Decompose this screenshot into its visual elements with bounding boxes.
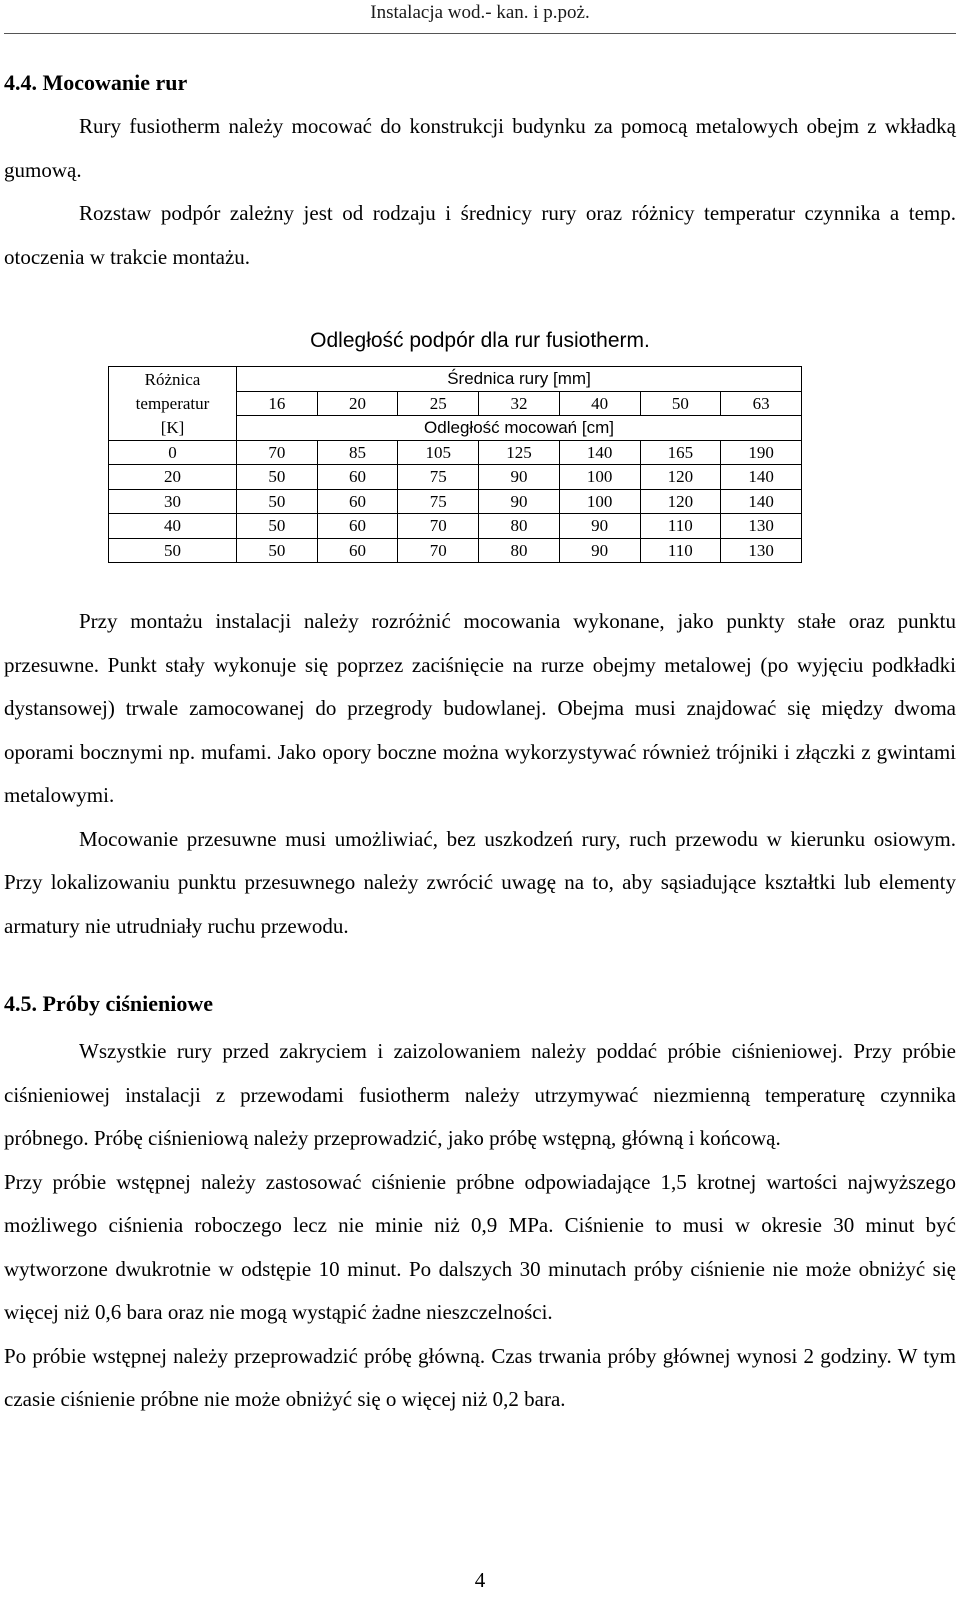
table-header-row-spacing: [109, 416, 802, 441]
row-header-line-2: temperatur: [109, 391, 237, 416]
spacing-cell: 50: [237, 465, 318, 490]
spacing-cell: 130: [721, 514, 802, 539]
paragraph-sliding-points: Mocowanie przesuwne musi umożliwiać, bez uszkodzeń rury, ruch przewodu w kierunku osiowym. Przy lokalizowaniu punktu przesuwnego należy zwrócić uwagę na to, aby sąsiadujące kształtki lub elementy armatury nie utrudniały ruchu przewodu.: [4, 826, 956, 938]
spacing-cell: 140: [721, 489, 802, 514]
table-row: [109, 514, 802, 539]
spacing-cell: 105: [398, 440, 479, 465]
delta-t-cell: 0: [109, 440, 237, 465]
spacing-cell: 90: [559, 514, 640, 539]
spacing-cell: 110: [640, 514, 721, 539]
table-row: [109, 489, 802, 514]
section-mounting-details: [4, 600, 956, 948]
paragraph-mounting-clamps: Rury fusiotherm należy mocować do konstrukcji budynku za pomocą metalowych obejm z wkładką gumową.: [4, 114, 956, 182]
delta-t-cell: 50: [109, 538, 237, 563]
paragraph-support-spacing: Rozstaw podpór zależny jest od rodzaju i średnicy rury oraz różnicy temperatur czynnika a temp. otoczenia w trakcie montażu.: [4, 201, 956, 269]
spacing-cell: 60: [317, 514, 398, 539]
spacing-cell: 130: [721, 538, 802, 563]
diameter-cell: 32: [479, 391, 560, 416]
table-caption: Odległość podpór dla rur fusiotherm.: [310, 329, 650, 352]
spacing-cell: 50: [237, 489, 318, 514]
spacing-cell: 165: [640, 440, 721, 465]
row-header-line-1: Różnica: [109, 367, 237, 392]
spacing-header: Odległość mocowań [cm]: [237, 416, 802, 441]
delta-t-cell: 20: [109, 465, 237, 490]
spacing-cell: 80: [479, 538, 560, 563]
spacing-cell: 70: [398, 514, 479, 539]
spacing-cell: 50: [237, 538, 318, 563]
paragraph-preliminary-test: Przy próbie wstępnej należy zastosować ciśnienie próbne odpowiadające 1,5 krotnej wartości najwyższego możliwego ciśnienia roboczego lecz nie minie niż 0,9 MPa. Ciśnienie to musi w okresie 30 minut być wytworzone dwukrotnie w odstępie 10 minut. Po dalszych 30 minutach próby ciśnienie nie może obniżyć się więcej niż 0,6 bara oraz nie mogą wystąpić żadne nieszczelności.: [4, 1169, 956, 1324]
diameter-cell: 16: [237, 391, 318, 416]
delta-t-cell: 30: [109, 489, 237, 514]
spacing-cell: 70: [237, 440, 318, 465]
diameter-cell: 25: [398, 391, 479, 416]
spacing-cell: 120: [640, 489, 721, 514]
spacing-cell: 85: [317, 440, 398, 465]
page-number: 4: [474, 1568, 486, 1592]
delta-t-cell: 40: [109, 514, 237, 539]
spacing-cell: 60: [317, 489, 398, 514]
spacing-cell: 100: [559, 465, 640, 490]
row-header-line-3: [K]: [109, 416, 237, 441]
diameter-cell: 63: [721, 391, 802, 416]
diameter-header: Średnica rury [mm]: [237, 367, 802, 392]
table-header-row-diameter: [109, 367, 802, 392]
support-spacing-table: [108, 366, 802, 563]
page-header: Instalacja wod.- kan. i p.poż.: [370, 2, 590, 23]
spacing-cell: 120: [640, 465, 721, 490]
paragraph-fixed-points: Przy montażu instalacji należy rozróżnić mocowania wykonane, jako punkty stałe oraz punktu przesuwne. Punkt stały wykonuje się poprzez zaciśnięcie na rurze obejmy metalowej (po wyjęciu podkładki dystansowej) trwale zamocowanej do przegrody budowlanej. Obejma musi znajdować się między dwoma oporami bocznymi np. mufami. Jako opory boczne można wykorzystywać również trójniki i złączki z gwintami metalowymi.: [4, 609, 956, 807]
table-header-row-diameters: [109, 391, 802, 416]
diameter-cell: 50: [640, 391, 721, 416]
diameter-cell: 40: [559, 391, 640, 416]
spacing-cell: 140: [559, 440, 640, 465]
spacing-cell: 60: [317, 538, 398, 563]
spacing-cell: 70: [398, 538, 479, 563]
spacing-cell: 140: [721, 465, 802, 490]
diameter-cell: 20: [317, 391, 398, 416]
header-divider: [4, 33, 956, 34]
spacing-cell: 90: [559, 538, 640, 563]
spacing-cell: 90: [479, 489, 560, 514]
table-row: [109, 538, 802, 563]
table-row: [109, 440, 802, 465]
spacing-cell: 100: [559, 489, 640, 514]
spacing-cell: 80: [479, 514, 560, 539]
spacing-cell: 190: [721, 440, 802, 465]
section-heading-4-5: 4.5. Próby ciśnieniowe: [4, 991, 213, 1016]
spacing-cell: 110: [640, 538, 721, 563]
spacing-cell: 50: [237, 514, 318, 539]
paragraph-pressure-tests: Wszystkie rury przed zakryciem i zaizolowaniem należy poddać próbie ciśnieniowej. Przy próbie ciśnieniowej instalacji z przewodami fusiotherm należy utrzymywać niezmienną temperaturę czynnika próbnego. Próbę ciśnieniową należy przeprowadzić, jako próbę wstępną, główną i końcową.: [4, 1039, 956, 1150]
table-row: [109, 465, 802, 490]
spacing-cell: 60: [317, 465, 398, 490]
section-proby-cisnieniowe: [4, 990, 956, 1422]
spacing-cell: 125: [479, 440, 560, 465]
spacing-cell: 90: [479, 465, 560, 490]
section-mocowanie-rur: [4, 69, 956, 279]
spacing-cell: 75: [398, 465, 479, 490]
section-heading-4-4: 4.4. Mocowanie rur: [4, 70, 188, 95]
spacing-cell: 75: [398, 489, 479, 514]
paragraph-main-test: Po próbie wstępnej należy przeprowadzić próbę główną. Czas trwania próby głównej wynosi 2 godziny. W tym czasie ciśnienie próbne nie może obniżyć się o więcej niż 0,2 bara.: [4, 1343, 956, 1411]
